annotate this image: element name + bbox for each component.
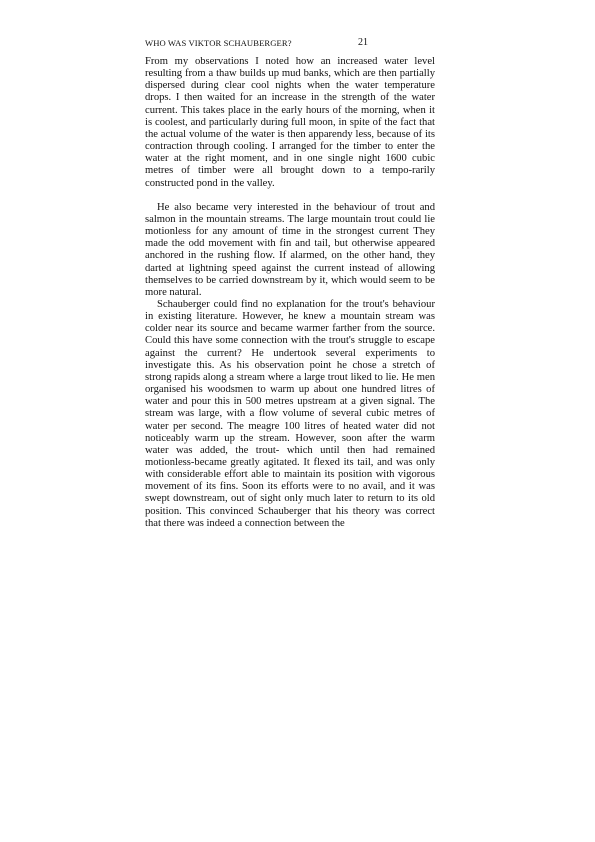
paragraph-log-floating: From my observations I noted how an increased water level resulting from a thaw builds up mud banks, which are then partially dispersed during clear cool nights when the water temperature drops. I then waited for an increase in the strength of the water current. This takes place in the early hours of the morning, when it is coolest, and particularly during full moon, in spite of the fact that the actual volume of the water is then apparendy less, because of its contraction through cooling. I arranged for the timber to enter the water at the right moment, and in one single night 1600 cubic metres of timber were all brought down to a tempo-rarily constructed pond in the valley.	[145, 56, 435, 189]
paragraph-trout-experiment: Schauberger could find no explanation for the trout's behaviour in existing literature. However, he knew a mountain stream was colder near its source and became warmer farther from the source. Could this have some connection with the trout's struggle to escape against the current? He undertook several experiments to investigate this. As his observation point he chose a stretch of strong rapids along a stream where a large trout liked to lie. He men organised his woodsmen to warm up about one hundred litres of water and pour this in 500 metres upstream at a given signal. The stream was large, with a flow volume of several cubic metres of water per second. The meagre 100 litres of heated water did not noticeably warm up the stream. However, soon after the warm water was added, the trout- which until then had remained motionless-became greatly agitated. It flexed its tail, and was only with considerable effort able to maintain its position with vigorous movement of its fins. Soon its efforts were to no avail, and it was swept downstream, out of sight only much later to return to its old position. This convinced Schauberger that his theory was correct that there was indeed a connection between the	[145, 298, 435, 529]
page-number: 21	[358, 37, 368, 48]
paragraph-trout-behaviour: He also became very interested in the behaviour of trout and salmon in the mountain streams. The large mountain trout could lie motionless for any amount of time in the strongest current They made the odd movement with fin and tail, but otherwise appeared anchored in the rushing flow. If alarmed, on the other hand, they darted at lightning speed against the current instead of allowing themselves to be carried downstream by it, which would seem to be more natural.	[145, 201, 435, 298]
page-header	[145, 38, 435, 52]
running-title: WHO WAS VIKTOR SCHAUBERGER?	[145, 38, 292, 48]
body-text	[145, 56, 435, 530]
